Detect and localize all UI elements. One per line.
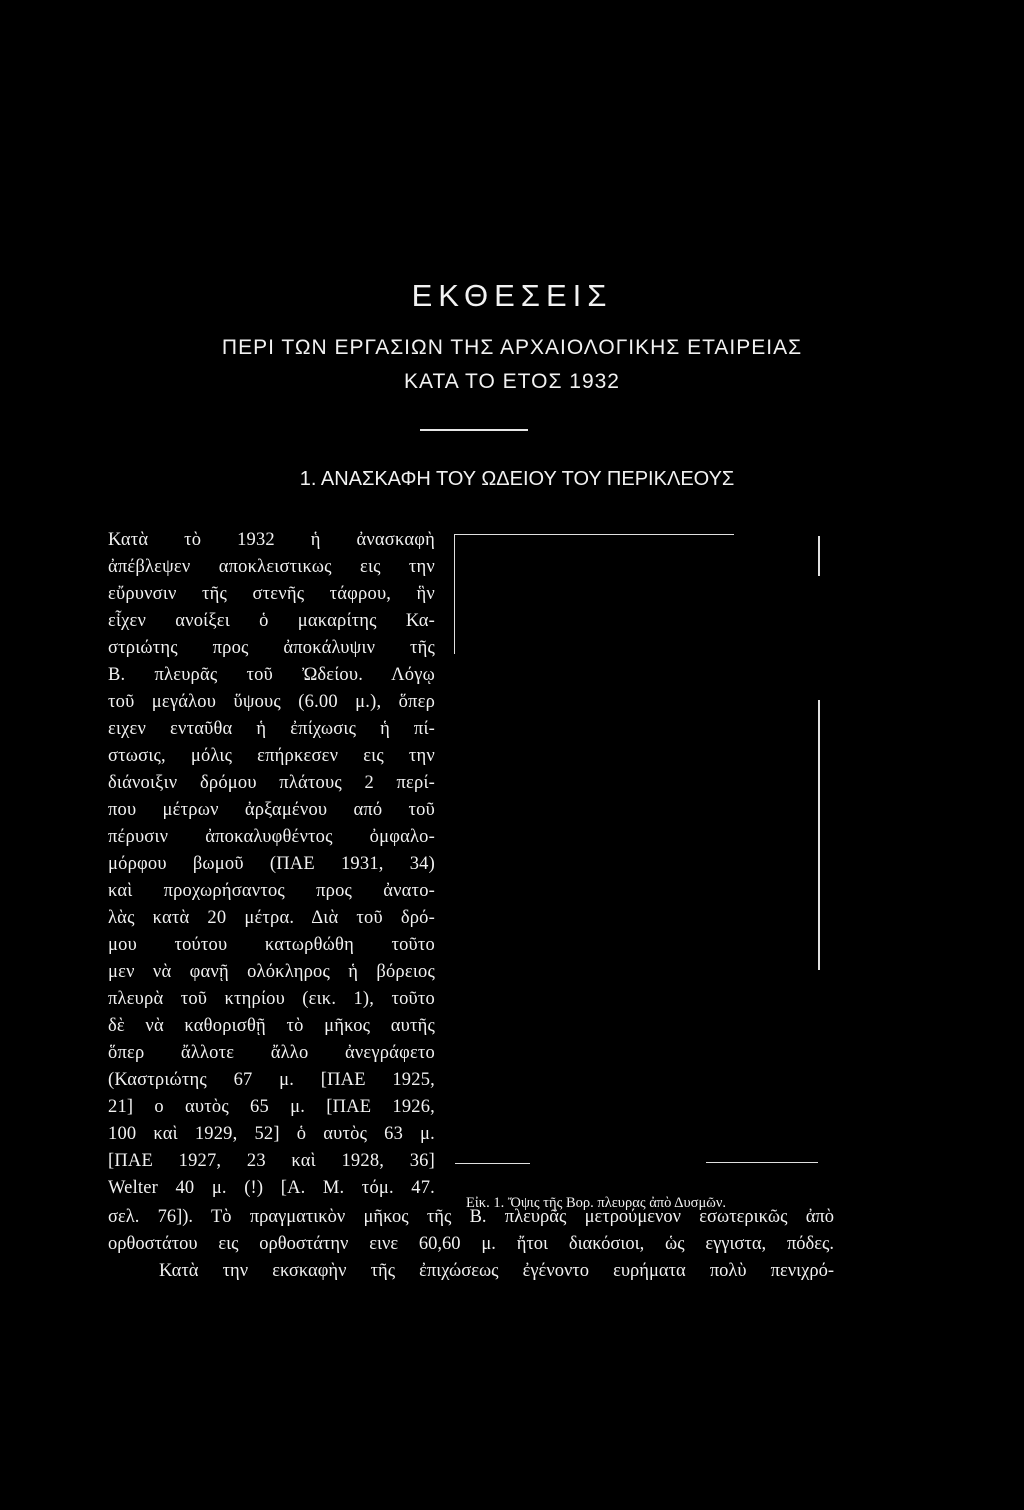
figure-frame-right <box>818 536 820 576</box>
body-line: (Καστριώτης 67 μ. [ΠΑΕ 1925, <box>108 1070 435 1090</box>
body-line: μεν νὰ φανῇ ολόκληρος ἡ βόρειος <box>108 962 435 982</box>
body-line: λὰς κατὰ 20 μέτρα. Διὰ τοῦ δρό- <box>108 908 435 928</box>
figure-frame-left <box>454 534 455 654</box>
figure-frame-top <box>454 534 734 535</box>
body-line: ἀπέβλεψεν αποκλειστικως εις την <box>108 557 435 577</box>
body-line: που μέτρων ἀρξαμένου από τοῦ <box>108 800 435 820</box>
body-line: 100 καὶ 1929, 52] ὁ αυτὸς 63 μ. <box>108 1124 435 1144</box>
figure-frame-right-lower <box>818 700 820 970</box>
body-line: τοῦ μεγάλου ὕψους (6.00 μ.), ὅπερ <box>108 692 435 712</box>
figure-caption: Εἰκ. 1. Ὄψις τῆς Βορ. πλευρας ἀπὸ Δυσμῶν. <box>466 1195 727 1211</box>
page-title: ΕΚΘΕΣΕΙΣ <box>411 278 613 313</box>
body-line: καὶ προχωρήσαντος προς ἀνατο- <box>108 881 435 901</box>
body-line: Β. πλευρᾶς τοῦ Ὠδείου. Λόγῳ <box>108 665 435 685</box>
body-line: μόρφου βωμοῦ (ΠΑΕ 1931, 34) <box>108 854 435 874</box>
body-line: στωσις, μόλις επήρκεσεν εις την <box>108 746 435 766</box>
body-line: ειχεν ενταῦθα ἡ ἐπίχωσις ἡ πί- <box>108 719 435 739</box>
body-line: Κατὰ τὸ 1932 ἡ ἀνασκαφὴ <box>108 530 435 550</box>
section-heading: 1. ΑΝΑΣΚΑΦΗ ΤΟΥ ΩΔΕΙΟΥ ΤΟΥ ΠΕΡΙΚΛΕΟΥΣ <box>299 468 735 490</box>
title-divider <box>420 429 528 431</box>
body-line: [ΠΑΕ 1927, 23 καὶ 1928, 36] <box>108 1151 435 1171</box>
page-subtitle-year: ΚΑΤΑ ΤΟ ΕΤΟΣ 1932 <box>404 370 620 393</box>
body-line-full: σελ. 76]). Τὸ πραγματικὸν μῆκος τῆς Β. πλευρᾶς μετρούμενον εσωτερικῶς ἀπὸ <box>108 1207 834 1227</box>
body-line: δὲ νὰ καθορισθῇ τὸ μῆκος αυτῆς <box>108 1016 435 1036</box>
page-subtitle: ΠΕΡΙ ΤΩΝ ΕΡΓΑΣΙΩΝ ΤΗΣ ΑΡΧΑΙΟΛΟΓΙΚΗΣ ΕΤΑΙΡΕΙΑΣ <box>221 336 803 359</box>
body-line: 21] ο αυτὸς 65 μ. [ΠΑΕ 1926, <box>108 1097 435 1117</box>
body-line-full: Κατὰ την εκσκαφὴν τῆς ἐπιχώσεως ἐγένοντο ευρήματα πολὺ πενιχρό- <box>159 1261 834 1281</box>
body-line: Welter 40 μ. (!) [Α. Μ. τόμ. 47. <box>108 1178 435 1198</box>
body-line: μου τούτου κατωρθώθη τοῦτο <box>108 935 435 955</box>
body-line: πλευρὰ τοῦ κτηρίου (εικ. 1), τοῦτο <box>108 989 435 1009</box>
body-line: στριώτης προς ἀποκάλυψιν τῆς <box>108 638 435 658</box>
body-line: διάνοιξιν δρόμου πλάτους 2 περί- <box>108 773 435 793</box>
body-line: εὔρυνσιν τῆς στενῆς τάφρου, ἣν <box>108 584 435 604</box>
body-line: εἶχεν ανοίξει ὁ μακαρίτης Κα- <box>108 611 435 631</box>
figure-frame-bottom-right <box>706 1162 818 1163</box>
body-line-full: ορθοστάτου εις ορθοστάτην εινε 60,60 μ. ἤτοι διακόσιοι, ὡς εγγιστα, πόδες. <box>108 1234 834 1254</box>
body-line: ὅπερ ἄλλοτε ἄλλο ἀνεγράφετο <box>108 1043 435 1063</box>
figure-frame-bottom-left <box>455 1163 530 1164</box>
body-line: πέρυσιν ἀποκαλυφθέντος ὀμφαλο- <box>108 827 435 847</box>
